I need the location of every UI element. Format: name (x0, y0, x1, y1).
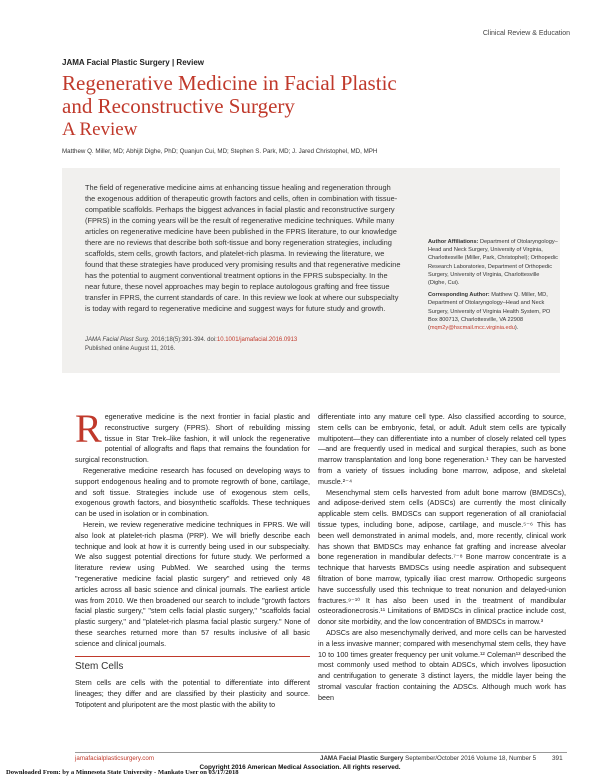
footer-journal: JAMA Facial Plastic Surgery (320, 755, 404, 762)
page-number: 391 (552, 755, 563, 762)
title-line-1: Regenerative Medicine in Facial Plastic (62, 71, 397, 95)
body-paragraph (75, 406, 310, 466)
article-title (62, 72, 482, 141)
journal-kicker: JAMA Facial Plastic Surgery | Review (62, 58, 204, 67)
section-heading: Stem Cells (75, 661, 124, 672)
section-divider (75, 656, 310, 657)
corresponding-end: ). (514, 325, 519, 332)
author-affiliations (428, 238, 558, 332)
affiliations-block (428, 238, 558, 287)
body-paragraph: Herein, we review regenerative medicine techniques in FPRS. We will also look at platelet-rich plasma (PRP). We will briefly describe each technique and look at how it is currently being used in our subspecialty. We also suggest potential directions for future study. We performed a literature review using PubMed. We searched using the terms "regenerative medicine facial plastic surgery" and retrieved only 48 articles across all basic science and clinical journals. The earliest article was from 2010. We then broadened our search to include "growth factors facial plastic surgery," "stem cells facial plastic surgery," "scaffolds facial plastic surgery," and "platelet-rich plasma facial plastic surgery." None of these searches returned more than 57 results inclusive of all basic science and clinical journals. (75, 519, 310, 648)
author-list: Matthew Q. Miller, MD; Abhijit Dighe, PhD; Quanjun Cui, MD; Stephen S. Park, MD; J. Jared Christophel, MD, MPH (62, 148, 378, 155)
affiliations-label: Author Affiliations: (428, 239, 479, 245)
doi-link[interactable]: 10.1001/jamafacial.2016.0913 (216, 337, 298, 343)
citation-journal: JAMA Facial Plast Surg. (85, 337, 150, 343)
title-line-2: and Reconstructive Surgery (62, 94, 295, 118)
body-paragraph: differentiate into any mature cell type. Also classified according to source, stem cells can be embryonic, fetal, or adult. Adult stem cells are typically multipotent—they can differentiate into a number of closely related cell types—and are frequently used in medical and surgical therapies, such as bone marrow transplantation and long bone regeneration.¹ They can be harvested from a variety of tissues including bone marrow, adipose, and skeletal muscle.²⁻⁴ (318, 412, 566, 486)
footer-divider (75, 752, 567, 753)
citation-details: 2016;18(5):391-394. doi: (149, 337, 217, 343)
body-column-left (75, 406, 310, 650)
corresponding-text: Matthew Q. Miller, MD, Department of Otolaryngology–Head and Neck Surgery, University of Virginia Health System, PO Box 800713, Charlottesville, VA 22908 ( (428, 292, 551, 332)
copyright-notice: Copyright 2016 American Medical Association. All rights reserved. (199, 764, 401, 771)
drop-cap: R (75, 406, 102, 451)
corresponding-label: Corresponding Author: (428, 292, 490, 299)
body-paragraph: Mesenchymal stem cells harvested from adult bone marrow (BMDSCs), and adipose-derived stem cells (ADSCs) are currently the most clinically applicable stem cells. BMDSCs can support regeneration of all craniofacial tissue types, including bone, adipose, cartilage, and muscle.⁵⁻⁶ This has been well demonstrated in animal models, and, more recently, clinical work has shown that BMDSCs may enhance fat grafting and increase alveolar bone regeneration in mandibular defects.⁷⁻⁸ Bone marrow concentrate is a technique that harvests BMDSCs using needle aspiration and subsequent filtration of bone marrow, typically iliac crest marrow. Orthopedic surgeons have successfully used this technique to treat nonunion and delayed-union fractures.⁹⁻¹⁰ It has also been used in the treatment of mandibular osteoradionecrosis.¹¹ Limitations of BMDSCs in clinical practice include cost, donor site morbidity, and the low concentration of BMDSCs in marrow.³ (318, 487, 566, 627)
abstract-text: The field of regenerative medicine aims at enhancing tissue healing and regeneration through the exogenous addition of therapeutic growth factors and cells, often in combination with tissue-compatible scaffolds. Perhaps the biggest advances in facial plastic and reconstructive surgery (FPRS) in the coming years will be the result of regenerative medicine techniques. While many articles on regenerative medicine have been published in the FPRS literature, to our knowledge there are no reviews that describe both soft-tissue and bony regeneration strategies, including scaffolds, stem cells, growth factors, and platelet-rich plasma. In reviewing the literature, we found that these strategies have produced very promising results and that regenerative medicine has the potential to augment conventional treatment options in the FPRS subspecialty. In the near future, these novel approaches may begin to replace autologous grafting and free tissue transfer in FPRS, the current standards of care. In this review we look at where our subspecialty is today with regard to regenerative medicine and suggest ways for future study and growth. (85, 183, 401, 313)
citation (85, 336, 401, 354)
title-subtitle: A Review (62, 119, 138, 140)
section-label: Clinical Review & Education (482, 30, 570, 37)
body-column-right (318, 412, 566, 704)
affiliations-text: Department of Otolaryngology–Head and Neck Surgery, University of Virginia, Charlottesville (Miller, Park, Christophel); Orthopedic Research Laboratories, Department of Orthopedic Surgery, University of Virginia, Charlottesville (Dighe, Cui). (428, 239, 558, 287)
footer-issue (320, 755, 536, 762)
footer-issue-details: September/October 2016 Volume 18, Number 5 (403, 755, 537, 762)
journal-website-link[interactable]: jamafacialplasticsurgery.com (75, 755, 154, 762)
body-paragraph: ADSCs are also mesenchymally derived, and more cells can be harvested in a less invasive manner; compared with mesenchymal stem cells, they have 10 to 100 times greater frequency per unit volume.¹² Coleman¹³ described the most commonly used method to obtain ADSCs, which involves liposuction and centrifugation to generate 3 distinct layers, the middle layer being the stromal vascular fraction containing the ADSCs. Although much work has been (318, 627, 566, 702)
body-paragraph: Stem cells are cells with the potential to differentiate into different lineages; they differ and are classified by their plasticity and source. Totipotent and pluripotent are the most plastic with the ability to (75, 678, 310, 709)
body-column-left-continued (75, 678, 310, 710)
paragraph-text: egenerative medicine is the next frontier in facial plastic and reconstructive surgery (FPRS). Short of rebuilding missing tissue in Star Trek–like fashion, it will unlock the regenerative potential of allografts and flaps that remains the foundation for surgical reconstruction. (75, 412, 310, 465)
corresponding-block (428, 291, 558, 332)
body-paragraph: Regenerative medicine research has focused on developing ways to support endogenous healing and to promote regrowth of bone, cartilage, and soft tissue. Strategies include use of exogenous stem cells, exogenous growth factors, and biosynthetic scaffolds. These techniques can be used in isolation or in combination. (75, 465, 310, 519)
published-date: Published online August 11, 2016. (85, 346, 176, 352)
email-link[interactable]: mqm2y@hscmail.mcc.virginia.edu (429, 325, 515, 332)
download-notice: Downloaded From: by a Minnesota State University - Mankato User on 03/17/2018 (6, 769, 239, 776)
